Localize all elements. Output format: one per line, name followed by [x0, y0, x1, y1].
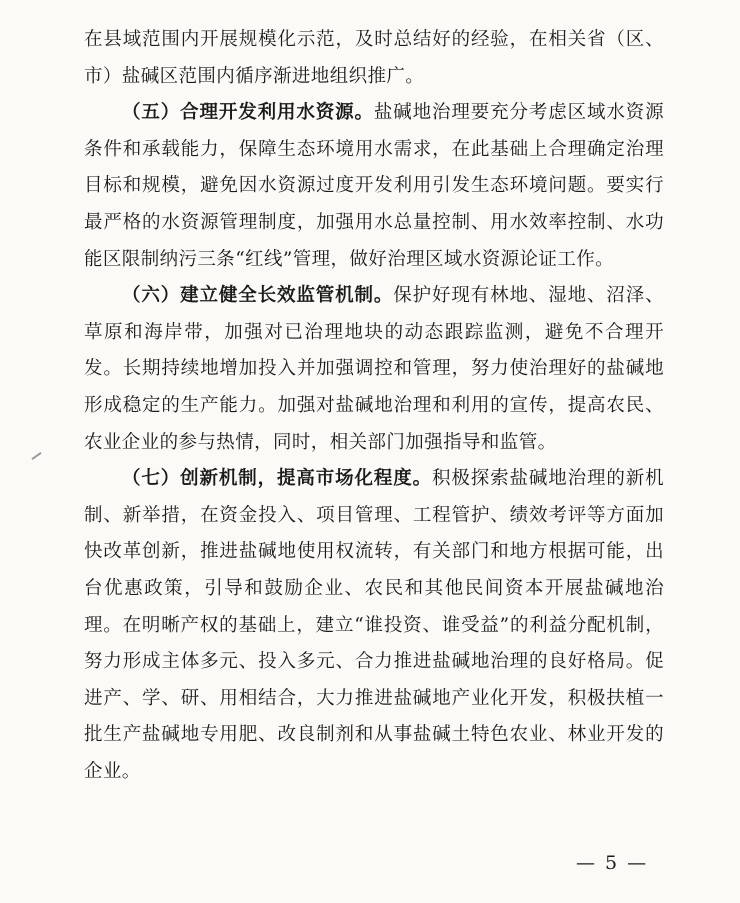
paragraph-continuation: [84, 22, 664, 95]
scan-mark: [31, 452, 41, 460]
paragraph-text: 在县域范围内开展规模化示范，及时总结好的经验，在相关省（区、市）盐碱区范围内循序渐进地组织推广。: [84, 29, 664, 87]
paragraph-text: 盐碱地治理要充分考虑区域水资源条件和承载能力，保障生态环境用水需求，在此基础上合理确定治理目标和规模，避免因水资源过度开发利用引发生态环境问题。要实行最严格的水资源管理制度，加强用水总量控制、用水效率控制、水功能区限制纳污三条“红线”管理，做好治理区域水资源论证工作。: [84, 102, 664, 270]
section-heading: （七）创新机制，提高市场化程度。: [122, 468, 432, 490]
page-number: — 5 —: [576, 852, 649, 874]
paragraph-text: 保护好现有林地、湿地、沼泽、草原和海岸带，加强对已治理地块的动态跟踪监测，避免不合理开发。长期持续地增加投入并加强调控和管理，努力使治理好的盐碱地形成稳定的生产能力。加强对盐碱地治理和利用的宣传，提高农民、农业企业的参与热情，同时，相关部门加强指导和监管。: [84, 285, 664, 453]
document-body: [84, 22, 664, 790]
paragraph-section-6: [84, 278, 664, 461]
section-heading: （五）合理开发利用水资源。: [122, 102, 374, 124]
paragraph-section-5: [84, 95, 664, 278]
section-heading: （六）建立健全长效监管机制。: [122, 285, 394, 307]
paragraph-section-7: [84, 461, 664, 790]
paragraph-text: 积极探索盐碱地治理的新机制、新举措，在资金投入、项目管理、工程管护、绩效考评等方面加快改革创新，推进盐碱地使用权流转，有关部门和地方根据可能，出台优惠政策，引导和鼓励企业、农民和其他民间资本开展盐碱地治理。在明晰产权的基础上，建立“谁投资、谁受益”的利益分配机制，努力形成主体多元、投入多元、合力推进盐碱地治理的良好格局。促进产、学、研、用相结合，大力推进盐碱地产业化开发，积极扶植一批生产盐碱地专用肥、改良制剂和从事盐碱土特色农业、林业开发的企业。: [84, 468, 664, 782]
